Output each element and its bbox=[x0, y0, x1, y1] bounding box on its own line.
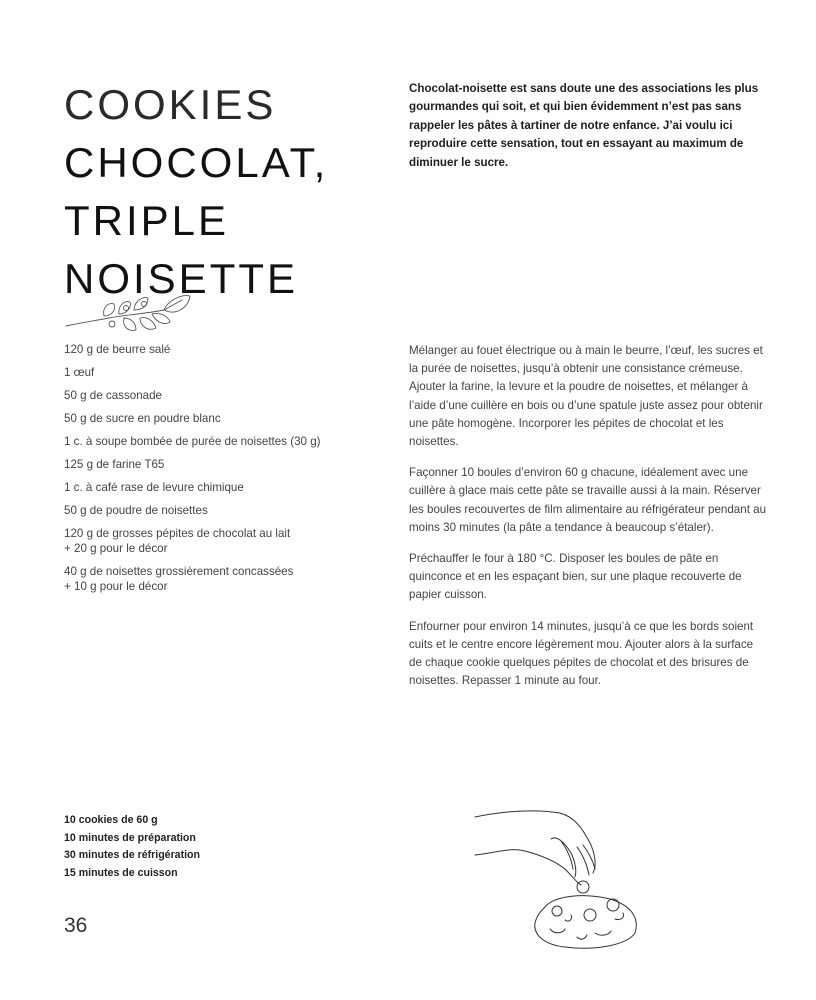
meta-cook-time: 15 minutes de cuisson bbox=[64, 866, 178, 879]
ingredient-item: 50 g de cassonade bbox=[64, 389, 162, 402]
ingredient-item: 120 g de beurre salé bbox=[64, 343, 171, 356]
title-line-triple: TRIPLE bbox=[64, 197, 230, 244]
title-line-cookies: COOKIES bbox=[64, 81, 277, 128]
ingredient-item: 50 g de poudre de noisettes bbox=[64, 504, 208, 517]
recipe-meta bbox=[64, 812, 200, 882]
recipe-title bbox=[64, 76, 328, 308]
hand-cookie-illustration bbox=[465, 795, 665, 955]
page-number: 36 bbox=[64, 914, 88, 937]
ingredient-item: 1 c. à soupe bombée de purée de noisettes (30 g) bbox=[64, 435, 321, 448]
ingredient-item: 120 g de grosses pépites de chocolat au lait + 20 g pour le décor bbox=[64, 527, 291, 555]
ingredient-item: 50 g de sucre en poudre blanc bbox=[64, 412, 221, 425]
ingredient-list bbox=[64, 342, 364, 602]
title-line-chocolat: CHOCOLAT, bbox=[64, 139, 329, 186]
method-steps bbox=[409, 342, 769, 703]
hazelnut-sprig-icon bbox=[64, 288, 194, 336]
step-paragraph: Façonner 10 boules d’environ 60 g chacune, idéalement avec une cuillère à glace mais cette pâte se travaille aussi à la main. Réserver les boules recouvertes de film alimentaire au réfrigérateur pendant au moins 30 minutes (la pâte a tendance à beaucoup s’étaler). bbox=[409, 466, 767, 534]
meta-chill-time: 30 minutes de réfrigération bbox=[64, 849, 200, 861]
step-paragraph: Enfourner pour environ 14 minutes, jusqu’à ce que les bords soient cuits et le centre encore légèrement mou. Ajouter alors à la surface de chaque cookie quelques pépites de chocolat et des brisures de noisettes. Repasser 1 minute au four. bbox=[409, 619, 754, 688]
ingredient-item: 1 œuf bbox=[64, 366, 95, 379]
ingredient-item: 40 g de noisettes grossièrement concassées + 10 g pour le décor bbox=[64, 565, 294, 593]
meta-prep-time: 10 minutes de préparation bbox=[64, 831, 196, 844]
intro-paragraph: Chocolat-noisette est sans doute une des associations les plus gourmandes qui soit, et qui bien évidemment n’est pas sans rappeler les pâtes à tartiner de notre enfance. J’ai voulu ici reproduire cette sensation, tout en essayant au maximum de diminuer le sucre. bbox=[409, 82, 759, 169]
ingredient-item: 1 c. à café rase de levure chimique bbox=[64, 481, 244, 494]
ingredient-item: 125 g de farine T65 bbox=[64, 458, 165, 471]
step-paragraph: Préchauffer le four à 180 °C. Disposer les boules de pâte en quinconce et en les espaçant bien, sur une plaque recouverte de papier cuisson. bbox=[409, 552, 742, 602]
title-line-noisette: NOISETTE bbox=[64, 255, 299, 302]
step-paragraph: Mélanger au fouet électrique ou à main le beurre, l’œuf, les sucres et la purée de noisettes, jusqu’à obtenir une consistance crémeuse. Ajouter la farine, la levure et la poudre de noisettes, et mélanger à l’aide d’une cuillère en bois ou d’une spatule juste assez pour obtenir une pâte homogène. Incorporer les pépites de chocolat et les noisettes. bbox=[409, 344, 763, 449]
meta-yield: 10 cookies de 60 g bbox=[64, 814, 158, 826]
